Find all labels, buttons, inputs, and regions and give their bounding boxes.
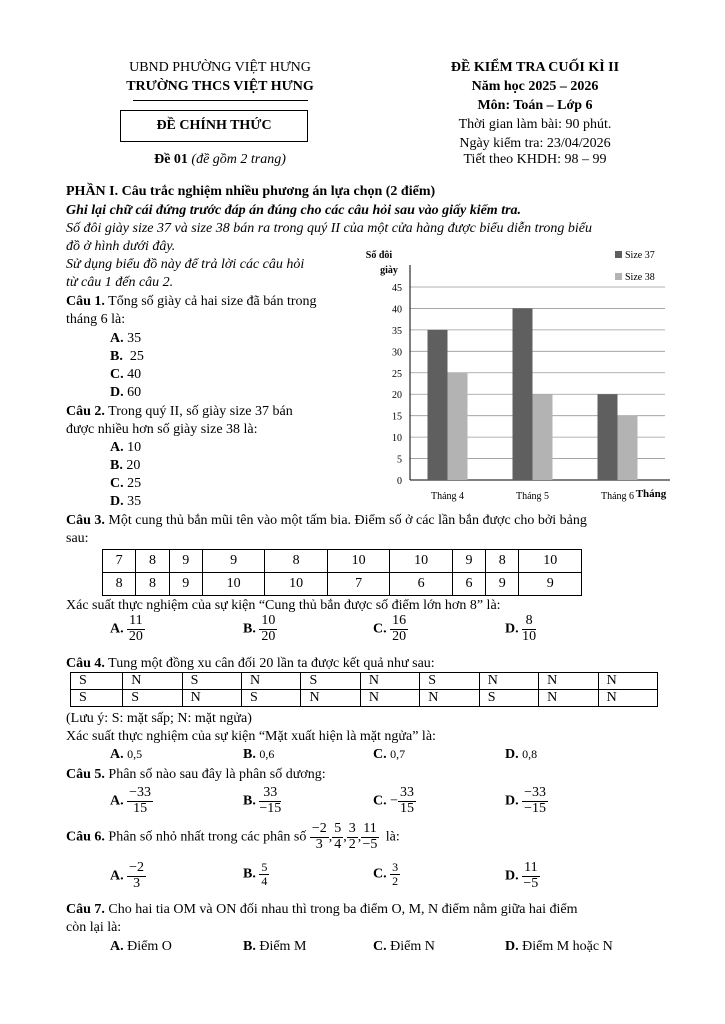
table-cell: S	[71, 673, 123, 690]
table-cell: 8	[136, 573, 169, 596]
q5-fraction	[398, 786, 416, 816]
q3-fraction	[127, 614, 144, 644]
part1-title: PHẦN I. Câu trắc nghiệm nhiều phương án lựa chọn (2 điểm)	[66, 184, 436, 199]
legend-label: Size 37	[625, 250, 655, 261]
table-cell: S	[71, 690, 123, 707]
q7-option-a[interactable]	[110, 939, 172, 955]
y-tick-label: 0	[397, 476, 402, 487]
q7-option-value: Điểm N	[390, 939, 435, 954]
q7-text	[66, 902, 578, 918]
y-tick-label: 45	[392, 283, 402, 294]
exam-code-label: Đề 01	[154, 152, 188, 167]
q4-option-letter: A.	[110, 747, 124, 762]
q5-option-b[interactable]	[243, 786, 281, 816]
y-axis-label: Số đôi	[365, 250, 393, 261]
q5-label: Câu 5.	[66, 767, 105, 782]
q6-option-d[interactable]	[505, 861, 540, 891]
q6-list-fraction	[361, 822, 378, 852]
y-tick-label: 5	[397, 454, 402, 466]
q3-option-letter: D.	[505, 621, 519, 637]
table-cell: 8	[265, 550, 327, 573]
numerator: −33	[524, 785, 547, 800]
y-tick-label: 40	[392, 304, 402, 316]
q2-option-a[interactable]	[110, 440, 141, 456]
q6-label: Câu 6.	[66, 829, 105, 845]
bar	[533, 394, 553, 480]
q1-option-letter: C.	[110, 367, 124, 382]
x-axis-label: Tháng	[635, 488, 667, 500]
q3-line1: Một cung thủ bắn mũi tên vào một tấm bia. Điểm số ở các lần bắn được cho bởi bảng	[108, 513, 587, 528]
table-cell: S	[242, 690, 301, 707]
q4-option-letter: C.	[373, 747, 387, 762]
numerator: −33	[129, 785, 152, 800]
bar-chart	[355, 242, 675, 507]
q7-option-value: Điểm M hoặc N	[522, 939, 613, 954]
q1-option-value: 35	[127, 331, 142, 346]
bar	[428, 330, 448, 480]
lesson-period: Tiết theo KHDH: 98 – 99	[463, 152, 607, 167]
table-cell: S	[420, 673, 479, 690]
table-cell: N	[360, 690, 419, 707]
numerator: 3	[392, 860, 399, 874]
bar	[513, 308, 533, 480]
table-cell: N	[479, 673, 538, 690]
table-cell: N	[123, 673, 182, 690]
q5-option-letter: D.	[505, 793, 519, 809]
denominator: 4	[261, 873, 268, 888]
numerator: 11	[129, 613, 143, 628]
q6-text: Câu 6. Phân số nhỏ nhất trong các phân số $\frac{-2}{3}$ , $\frac{5}{4}$ , $\frac{3}{2}$ , $\frac{11}{-5}$ là:	[66, 821, 400, 852]
denominator: 2	[392, 873, 399, 888]
table-cell: N	[598, 690, 657, 707]
q5-option-letter: B.	[243, 793, 256, 809]
table-cell: 9	[486, 573, 519, 596]
q3-fraction	[390, 614, 408, 644]
numerator: 8	[522, 614, 536, 630]
table-cell: 8	[103, 573, 136, 596]
q3-option-letter: B.	[243, 621, 256, 637]
denominator: 10	[522, 628, 537, 644]
q2-option-letter: C.	[110, 476, 124, 491]
numerator: 11	[363, 821, 377, 836]
table-cell: 9	[169, 550, 202, 573]
q7-option-letter: B.	[243, 939, 256, 954]
legend-swatch	[615, 273, 622, 280]
q3-fraction	[259, 614, 277, 644]
y-tick-label: 30	[392, 347, 402, 359]
intro-line-3: Sử dụng biểu đồ này để trả lời các câu hỏi	[66, 257, 305, 272]
numerator: 11	[524, 860, 538, 875]
numerator: −2	[311, 821, 327, 836]
denominator: 3	[133, 875, 141, 891]
q3-option-letter: C.	[373, 621, 387, 637]
q6-after: là:	[385, 829, 400, 845]
bar	[598, 394, 618, 480]
numerator: 33	[259, 786, 281, 802]
y-tick-label: 25	[392, 368, 402, 380]
denominator: 20	[392, 628, 407, 644]
q4-option-value: 0,5	[127, 747, 143, 761]
table-cell: S	[301, 673, 360, 690]
q2-option-c[interactable]	[110, 476, 141, 492]
table-row	[71, 690, 658, 707]
q3-label: Câu 3.	[66, 513, 105, 528]
q7-line2: còn lại là:	[66, 920, 122, 935]
q7-option-letter: A.	[110, 939, 124, 954]
exam-date: Ngày kiểm tra: 23/04/2026	[459, 136, 611, 151]
table-cell: N	[539, 690, 598, 707]
q1-label: Câu 1.	[66, 294, 105, 309]
numerator: 33	[400, 785, 415, 800]
table-cell: N	[242, 673, 301, 690]
q6-list-fraction	[347, 822, 358, 852]
intro-line-2: đồ ở hình dưới đây.	[66, 239, 176, 254]
table-cell: S	[123, 690, 182, 707]
q3-option-a[interactable]	[110, 614, 145, 644]
q7-option-b[interactable]	[243, 939, 306, 955]
q5-text	[66, 767, 326, 783]
table-cell: S	[479, 690, 538, 707]
table-cell: 10	[390, 550, 452, 573]
table-cell: 6	[452, 573, 485, 596]
q3-question: Xác suất thực nghiệm của sự kiện “Cung thủ bắn được số điểm lớn hơn 8” là:	[66, 598, 501, 613]
denominator: 15	[133, 800, 148, 816]
q6-option-letter: D.	[505, 868, 519, 884]
q5-fraction	[259, 786, 281, 816]
table-cell: 10	[202, 573, 264, 596]
y-tick-label: 20	[392, 390, 402, 402]
q2-option-value: 35	[127, 494, 142, 509]
legend-label: Size 38	[625, 272, 655, 283]
table-cell: 9	[169, 573, 202, 596]
q7-option-value: Điểm O	[127, 939, 172, 954]
q3-fraction	[522, 614, 536, 644]
table-cell: N	[182, 690, 241, 707]
q6-option-letter: C.	[373, 866, 387, 882]
denominator: −5	[523, 875, 539, 891]
denominator: 4	[334, 836, 342, 852]
bar	[448, 373, 468, 480]
coin-table	[70, 672, 658, 707]
x-tick-label: Tháng 6	[600, 491, 635, 502]
subject: Môn: Toán – Lớp 6	[477, 98, 593, 113]
q4-question: Xác suất thực nghiệm của sự kiện “Mặt xuất hiện là mặt ngửa” là:	[66, 729, 436, 744]
denominator: 2	[348, 836, 356, 852]
table-row	[103, 573, 582, 596]
denominator: 20	[261, 628, 276, 644]
q4-option-b[interactable]	[243, 747, 274, 763]
q2-option-letter: D.	[110, 494, 124, 509]
q4-note: (Lưu ý: S: mặt sấp; N: mặt ngửa)	[66, 711, 252, 726]
q1-option-letter: A.	[110, 331, 124, 346]
q3-text	[66, 513, 587, 529]
q3-line2: sau:	[66, 531, 89, 546]
part1-instruction: Ghi lại chữ cái đứng trước đáp án đúng cho các câu hỏi sau vào giấy kiểm tra.	[66, 203, 522, 218]
q7-label: Câu 7.	[66, 902, 105, 917]
q5-fraction	[127, 786, 153, 816]
q2-text	[66, 404, 348, 420]
intro-line-1: Số đôi giày size 37 và size 38 bán ra trong quý II của một cửa hàng được biểu diễn trong biểu	[66, 221, 593, 236]
official-box: ĐỀ CHÍNH THỨC	[120, 110, 308, 142]
table-row	[71, 673, 658, 690]
intro-line-4: từ câu 1 đến câu 2.	[66, 275, 174, 290]
y-tick-label: 15	[392, 411, 402, 423]
score-table	[102, 549, 582, 596]
q5-option-a[interactable]	[110, 786, 153, 816]
q1-option-letter: D.	[110, 385, 124, 400]
q6-fraction	[259, 861, 269, 887]
legend-swatch	[615, 251, 622, 258]
bar	[618, 416, 638, 480]
q5-fraction	[522, 786, 548, 816]
school-name: TRƯỜNG THCS VIỆT HƯNG	[126, 79, 314, 94]
q4-line: Tung một đồng xu cân đối 20 lần ta được kết quả như sau:	[108, 656, 435, 671]
x-tick-label: Tháng 5	[515, 491, 550, 502]
numerator: 10	[261, 613, 276, 628]
numerator: −2	[129, 860, 145, 875]
q4-label: Câu 4.	[66, 656, 105, 671]
q7-option-value: Điểm M	[259, 939, 307, 954]
x-tick-label: Tháng 4	[430, 491, 465, 502]
q6-fraction	[522, 861, 539, 891]
q6-fraction	[127, 861, 146, 891]
q4-option-letter: D.	[505, 747, 519, 762]
q7-option-letter: D.	[505, 939, 519, 954]
q1-option-letter: B.	[110, 349, 123, 364]
q5-line: Phân số nào sau đây là phân số dương:	[108, 767, 326, 782]
q1-option-d[interactable]	[110, 385, 141, 401]
exam-code-pages: (đề gồm 2 trang)	[191, 152, 286, 167]
q3-option-c[interactable]	[373, 614, 408, 644]
denominator: 15	[400, 800, 415, 816]
denominator: −15	[524, 800, 547, 816]
q1-option-b[interactable]	[110, 349, 144, 365]
table-cell: 10	[519, 550, 582, 573]
y-axis-label: giày	[380, 265, 398, 276]
q2-option-letter: A.	[110, 440, 124, 455]
numerator: 3	[348, 821, 356, 836]
q6-line: Phân số nhỏ nhất trong các phân số	[108, 829, 307, 845]
q1-option-a[interactable]	[110, 331, 141, 347]
table-cell: 10	[265, 573, 327, 596]
table-cell: 9	[202, 550, 264, 573]
q3-option-letter: A.	[110, 621, 124, 637]
numerator: 5	[261, 860, 268, 874]
q3-option-d[interactable]	[505, 614, 536, 644]
y-tick-label: 10	[392, 433, 402, 445]
q5-option-prefix: −	[390, 793, 399, 809]
table-cell: N	[598, 673, 657, 690]
q6-option-c[interactable]	[373, 861, 400, 887]
school-year: Năm học 2025 – 2026	[471, 79, 599, 94]
q7-option-c[interactable]	[373, 939, 435, 955]
denominator: −15	[259, 800, 282, 816]
q4-option-value: 0,8	[522, 747, 538, 761]
q1-line1: Tổng số giày cả hai size đã bán trong	[108, 294, 317, 309]
q2-option-letter: B.	[110, 458, 123, 473]
q4-option-a[interactable]	[110, 747, 142, 763]
q6-list-fraction	[332, 822, 343, 852]
q4-option-d[interactable]	[505, 747, 537, 763]
q7-option-d[interactable]	[505, 939, 613, 955]
q4-option-c[interactable]	[373, 747, 405, 763]
q3-option-b[interactable]	[243, 614, 277, 644]
denominator: −5	[362, 836, 378, 852]
q1-line2: tháng 6 là:	[66, 312, 126, 327]
q1-option-value: 25	[129, 349, 144, 364]
exam-code	[95, 152, 345, 168]
table-cell: 9	[452, 550, 485, 573]
school-underline	[133, 100, 308, 101]
table-cell: N	[360, 673, 419, 690]
q1-option-value: 40	[127, 367, 142, 382]
table-cell: 7	[327, 573, 389, 596]
denominator: 20	[128, 628, 143, 644]
q7-option-letter: C.	[373, 939, 387, 954]
q5-option-d[interactable]	[505, 786, 548, 816]
q2-line1: Trong quý II, số giày size 37 bán	[108, 404, 293, 419]
q6-option-letter: A.	[110, 868, 124, 884]
q2-option-value: 20	[126, 458, 141, 473]
q4-option-value: 0,7	[390, 747, 406, 761]
school-ward: UBND PHƯỜNG VIỆT HƯNG	[129, 60, 311, 75]
duration: Thời gian làm bài: 90 phút.	[458, 117, 612, 132]
denominator: 3	[315, 836, 323, 852]
numerator: 5	[334, 821, 342, 836]
q7-line1: Cho hai tia OM và ON đối nhau thì trong ba điểm O, M, N điểm nằm giữa hai điểm	[108, 902, 578, 917]
q2-option-d[interactable]	[110, 494, 141, 510]
y-tick-label: 35	[392, 325, 402, 337]
table-cell: S	[182, 673, 241, 690]
q1-text	[66, 294, 317, 310]
numerator: 16	[392, 613, 407, 628]
q2-option-value: 25	[127, 476, 142, 491]
q4-text	[66, 656, 435, 672]
table-cell: 6	[390, 573, 452, 596]
q6-option-letter: B.	[243, 866, 256, 882]
q4-option-letter: B.	[243, 747, 256, 762]
table-row	[103, 550, 582, 573]
q2-option-b[interactable]	[110, 458, 140, 474]
q4-option-value: 0,6	[259, 747, 275, 761]
q2-line2: được nhiều hơn số giày size 38 là:	[66, 422, 258, 437]
table-cell: 9	[519, 573, 582, 596]
table-cell: 7	[103, 550, 136, 573]
table-cell: N	[301, 690, 360, 707]
exam-title: ĐỀ KIỂM TRA CUỐI KÌ II	[450, 60, 620, 75]
table-cell: N	[420, 690, 479, 707]
q6-fraction	[390, 861, 400, 887]
q2-option-value: 10	[127, 440, 142, 455]
q5-option-letter: A.	[110, 793, 124, 809]
q1-option-value: 60	[127, 385, 142, 400]
q6-list-fraction	[310, 822, 329, 852]
table-cell: 10	[327, 550, 389, 573]
q6-option-b[interactable]	[243, 861, 269, 887]
q2-label: Câu 2.	[66, 404, 105, 419]
q5-option-c[interactable]	[373, 786, 416, 816]
q5-option-letter: C.	[373, 793, 387, 809]
q6-option-a[interactable]	[110, 861, 146, 891]
q1-option-c[interactable]	[110, 367, 141, 383]
table-cell: 8	[486, 550, 519, 573]
table-cell: 8	[136, 550, 169, 573]
table-cell: N	[539, 673, 598, 690]
